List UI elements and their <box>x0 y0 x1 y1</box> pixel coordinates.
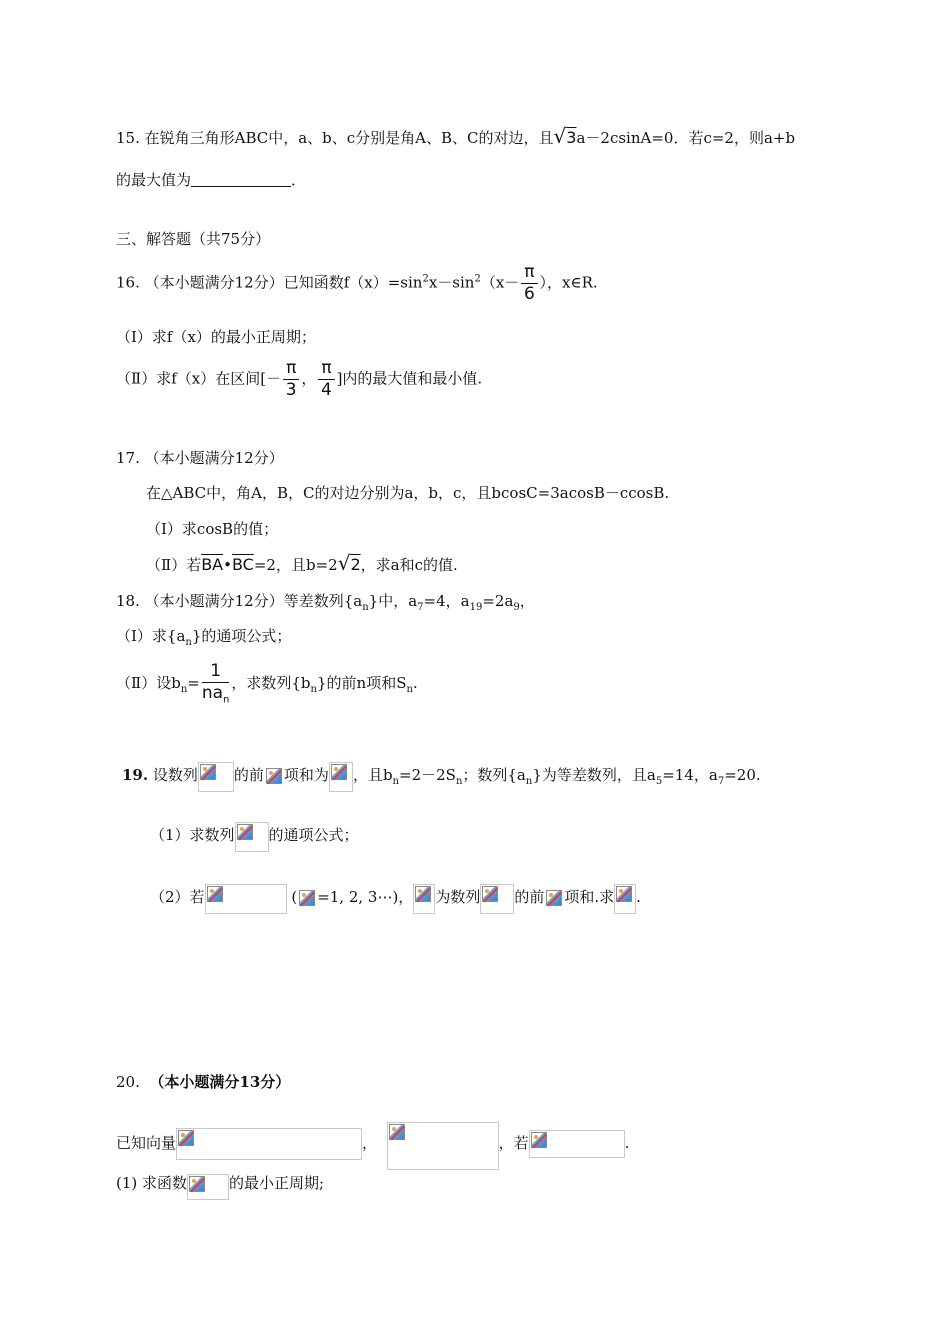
q18-part1: （Ⅰ）求$\{a_n\}$的通项公式； <box>116 627 292 648</box>
broken-image-icon <box>529 1130 625 1158</box>
q17-title: 17. （本小题满分12分） <box>116 449 284 467</box>
q17-stem: 在△ABC中，角A，B，C的对边分别为a，b，c，且bcosC=3acosB－ccosB. <box>146 484 670 502</box>
broken-image-icon <box>329 762 353 792</box>
fraction-one-over-nan: $\frac{1}{na_n}$ <box>201 661 230 706</box>
broken-image-icon <box>205 884 287 914</box>
q16-stem: 16. （本小题满分12分）已知函数$f(x)=\sin^2x-\sin^2(x-$ $\frac{\pi}{6}$ ），x∈R. <box>116 262 598 304</box>
q18-part2: （Ⅱ）设$b_n=$ $\frac{1}{na_n}$ ，求数列$\{b_n\}$的前n项和$S_n$. <box>116 661 418 706</box>
broken-image-icon <box>235 822 269 852</box>
q20-title: 20. （本小题满分13分） <box>116 1073 291 1091</box>
broken-image-icon <box>176 1128 362 1160</box>
broken-image-icon <box>413 884 435 914</box>
q20-stem: 已知向量 ， ，若 . <box>116 1122 629 1170</box>
vector-ba: $\overline{BA}$ <box>201 555 224 574</box>
q17-part2: （Ⅱ）若$\overline{BA}•\overline{BC}=2$，且b=2√2，求a和c的值. <box>146 551 458 575</box>
q19-stem: 19. 设数列 的前 项和为 ，且$b_n=2-2S_n$；数列$\{a_n\}$为等差数列，且$a_5=14$，$a_7=20$. <box>122 762 761 792</box>
broken-image-icon <box>544 888 564 908</box>
q19-part1: （1）求数列 的通项公式； <box>150 822 359 852</box>
broken-image-icon <box>198 762 234 792</box>
broken-image-icon <box>387 1122 499 1170</box>
fraction-pi-4: $\frac{\pi}{4}$ <box>318 360 334 399</box>
q17-part1: （Ⅰ）求cosB的值； <box>146 520 279 538</box>
broken-image-icon <box>480 884 514 914</box>
vector-bc: $\overline{BC}$ <box>231 555 254 574</box>
broken-image-icon <box>614 884 636 914</box>
broken-image-icon <box>187 1174 229 1200</box>
answer-blank <box>191 172 291 187</box>
fraction-pi-6: $\frac{\pi}{6}$ <box>521 264 537 303</box>
broken-image-icon <box>297 888 317 908</box>
q18-stem: 18. （本小题满分12分）等差数列$\{a_n\}$中，$a_7=4$，$a_{19}=2a_9$， <box>116 592 535 613</box>
q15-line1: 15. 在锐角三角形ABC中，a、b、c分别是角A、B、C的对边，且√3a－2csinA=0．若c=2，则a+b <box>116 124 796 148</box>
sqrt-symbol: √ <box>337 551 351 575</box>
section-title: 三、解答题（共75分） <box>116 230 271 248</box>
fraction-pi-3: $\frac{\pi}{3}$ <box>283 360 299 399</box>
q16-part1: （Ⅰ）求f（x）的最小正周期； <box>116 328 316 346</box>
q19-part2: （2）若 ( =1, 2, 3⋯)， 为数列 的前 项和.求 . <box>150 884 641 914</box>
q15-line2: 的最大值为 ． <box>116 171 307 189</box>
q20-part1: (1) 求函数 的最小正周期; <box>116 1174 324 1200</box>
sqrt-symbol: √ <box>553 124 567 148</box>
broken-image-icon <box>264 766 284 786</box>
q16-part2: （Ⅱ）求f（x）在区间[－ $\frac{\pi}{3}$ ， $\frac{\pi}{4}$ ]内的最大值和最小值. <box>116 358 483 400</box>
